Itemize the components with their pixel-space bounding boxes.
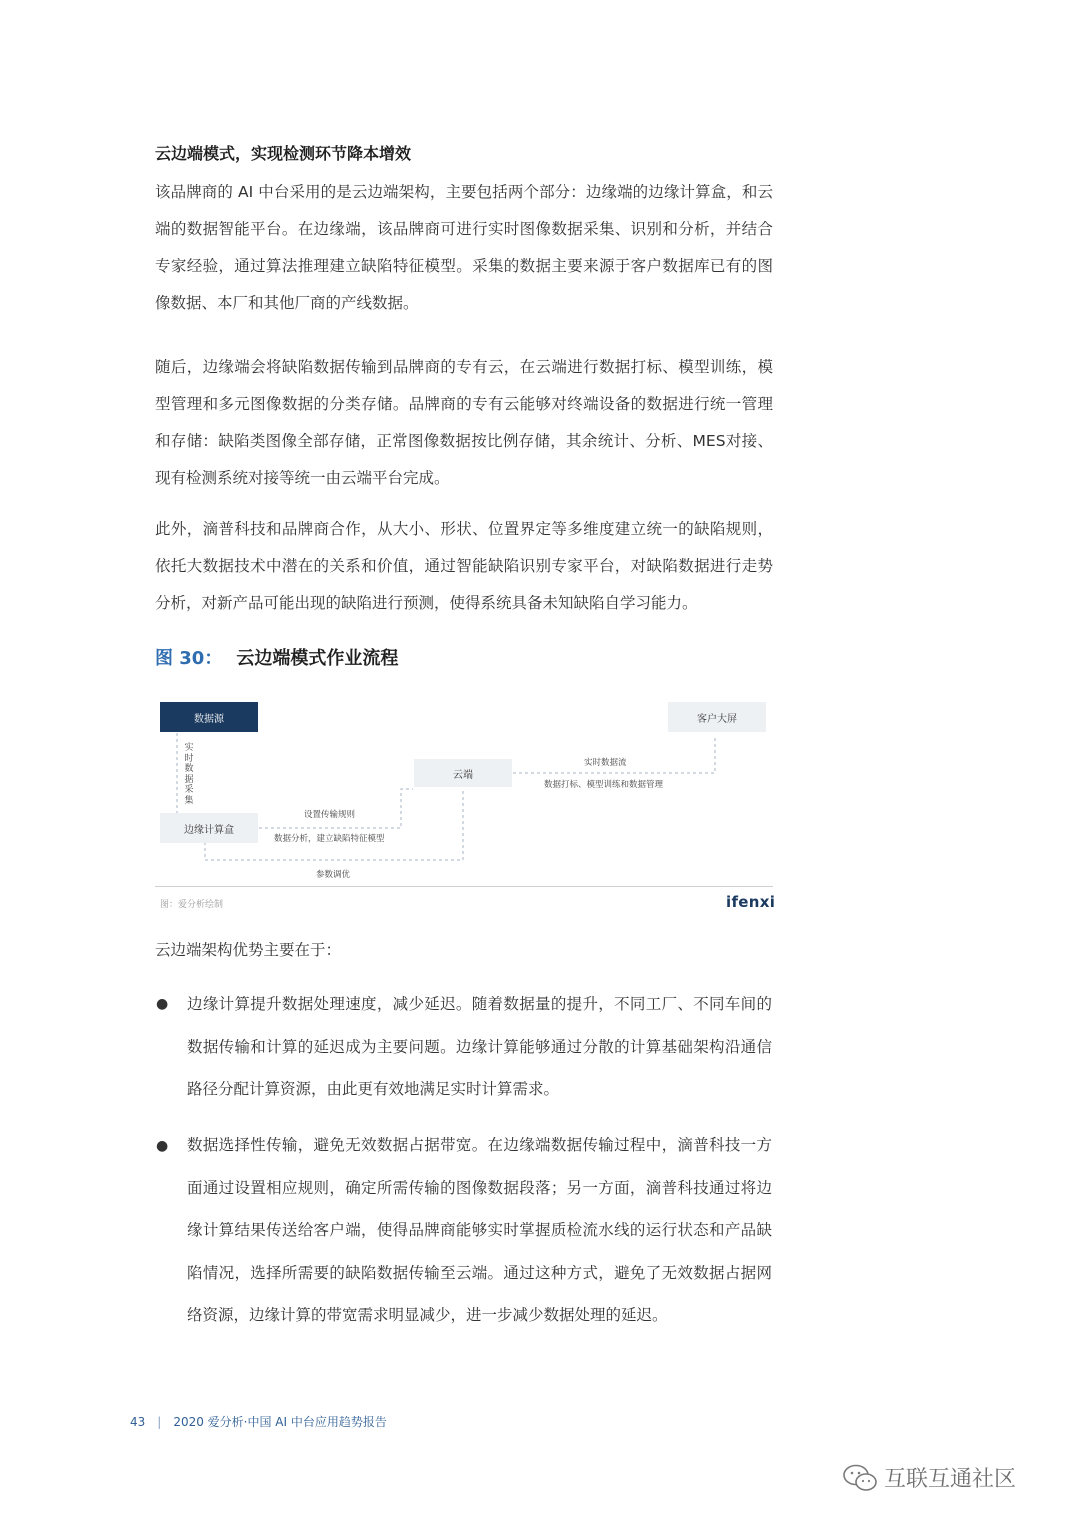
figure-source: 图：爱分析绘制 xyxy=(160,900,224,910)
node-client-screen: 客户大屏 xyxy=(668,702,766,732)
watermark xyxy=(842,1462,1016,1493)
label-realtime-stream: 实时数据流 xyxy=(584,758,627,768)
label-set-rules: 设置传输规则 xyxy=(304,810,356,820)
label-data-analysis: 数据分析，建立缺陷特征模型 xyxy=(274,834,385,844)
figure-number: 图 30： xyxy=(155,648,223,669)
bullet-item-2: 数据选择性传输，避免无效数据占据带宽。在边缘端数据传输过程中，滴普科技一方面通过设置相应规则，确定所需传输的图像数据段落；另一方面，滴普科技通过将边缘计算结果传送给客户端，使得品牌商能够实时掌握质检流水线的运行状态和产品缺陷情况，选择所需要的缺陷数据传输至云端。通过这种方式，避免了无效数据占据网络资源，边缘计算的带宽需求明显减少，进一步减少数据处理的延迟。 xyxy=(187,1136,772,1324)
section-heading: 云边端模式，实现检测环节降本增效 xyxy=(155,144,412,163)
paragraph-3: 此外，滴普科技和品牌商合作，从大小、形状、位置界定等多维度建立统一的缺陷规则，依托大数据技术中潜在的关系和价值，通过智能缺陷识别专家平台，对缺陷数据进行走势分析，对新产品可能出现的缺陷进行预测，使得系统具备未知缺陷自学习能力。 xyxy=(155,520,773,612)
footer-separator: | xyxy=(157,1415,162,1429)
paragraph-2: 随后，边缘端会将缺陷数据传输到品牌商的专有云，在云端进行数据打标、模型训练，模型管理和多元图像数据的分类存储。品牌商的专有云能够对终端设备的数据进行统一管理和存储：缺陷类图像全部存储，正常图像数据按比例存储，其余统计、分析、MES对接、现有检测系统对接等统一由云端平台完成。 xyxy=(155,358,773,487)
node-edge-box: 边缘计算盒 xyxy=(160,813,258,843)
figure-divider xyxy=(155,886,773,887)
label-cloud-tasks: 数据打标、模型训练和数据管理 xyxy=(544,780,664,790)
label-param-tuning: 参数调优 xyxy=(316,870,351,880)
figure-title xyxy=(155,644,398,670)
wechat-icon xyxy=(842,1463,878,1493)
bullet-item-1: 边缘计算提升数据处理速度，减少延迟。随着数据量的提升，不同工厂、不同车间的数据传输和计算的延迟成为主要问题。边缘计算能够通过分散的计算基础架构沿通信路径分配计算资源，由此更有效地满足实时计算需求。 xyxy=(187,995,772,1098)
report-title: 2020 爱分析·中国 AI 中台应用趋势报告 xyxy=(173,1415,387,1429)
node-cloud: 云端 xyxy=(414,759,512,787)
flow-diagram xyxy=(155,690,773,890)
bullet-dot-2: ● xyxy=(156,1138,169,1154)
figure-caption: 云边端模式作业流程 xyxy=(236,648,399,669)
watermark-text: 互联互通社区 xyxy=(884,1467,1017,1492)
ifenxi-logo: ifenxi xyxy=(726,893,776,911)
page-footer xyxy=(130,1413,387,1430)
bullet-dot-1: ● xyxy=(156,996,169,1012)
advantages-intro: 云边端架构优势主要在于： xyxy=(155,941,342,959)
paragraph-1: 该品牌商的 AI 中台采用的是云边端架构，主要包括两个部分：边缘端的边缘计算盒，和云端的数据智能平台。在边缘端，该品牌商可进行实时图像数据采集、识别和分析，并结合专家经验，通过算法推理建立缺陷特征模型。采集的数据主要来源于客户数据库已有的图像数据、本厂和其他厂商的产线数据。 xyxy=(155,183,773,312)
label-realtime-collection: 实时数据采集 xyxy=(184,743,194,806)
page-number: 43 xyxy=(130,1415,146,1429)
node-data-source: 数据源 xyxy=(160,702,258,732)
